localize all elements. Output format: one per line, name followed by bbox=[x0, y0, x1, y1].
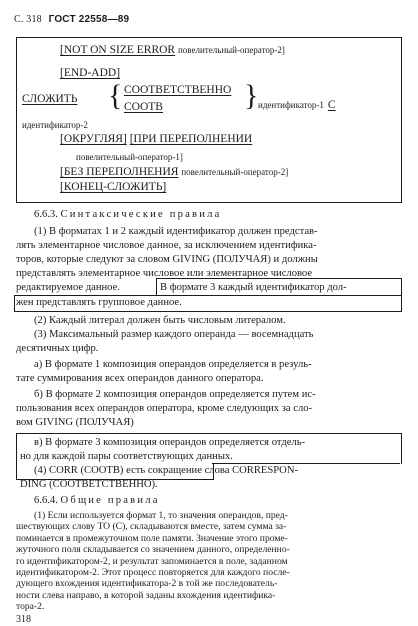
rule-a-line-1: а) В формате 1 композиция операндов определяется в резуль- bbox=[34, 359, 312, 370]
rule-b-line-2: пользования всех операндов оператора, кроме следующих за сло- bbox=[16, 403, 313, 414]
general-rule-1-line-2: шествующих слову TO (С), складываются вместе, затем сумма за- bbox=[16, 521, 287, 533]
imperative-statement-2b: повелительный-оператор-2] bbox=[181, 167, 289, 177]
syntax-line-2 bbox=[60, 67, 120, 79]
rule-2: (2) Каждый литерал должен быть числовым литералом. bbox=[34, 315, 286, 326]
syntax-line-5 bbox=[60, 133, 252, 145]
rule-1-line-2: лять элементарное числовое данное, за исключением идентифика- bbox=[16, 240, 317, 251]
end-add-keyword: [END-ADD] bbox=[60, 67, 121, 79]
syntax-line-1 bbox=[60, 44, 285, 56]
syntax-line-6: повелительный-оператор-1] bbox=[76, 152, 183, 162]
rule-v-line-1: в) В формате 3 композиция операндов определяется отдель- bbox=[34, 437, 306, 448]
syntax-line-8 bbox=[60, 181, 166, 193]
rule-1-line-5a: редактируемое данное. bbox=[16, 282, 120, 293]
running-header bbox=[14, 14, 129, 25]
standard-name: ГОСТ 22558—89 bbox=[48, 14, 130, 25]
general-rule-1-line-9: тора-2. bbox=[16, 601, 45, 613]
rule-4-line-2: DING (СООТВЕТСТВЕННО). bbox=[20, 479, 158, 490]
general-rule-1-line-1: (1) Если используется формат 1, то значения операндов, пред- bbox=[34, 510, 288, 521]
general-rule-1-line-7: дующего вхождения идентификатора-2 в той же последователь- bbox=[16, 578, 278, 590]
rule-1-line-1: (1) В форматах 1 и 2 каждый идентификатор должен представ- bbox=[34, 226, 318, 237]
rule-b-line-1: б) В формате 2 композиция операндов определяется путем ис- bbox=[34, 389, 316, 400]
rule-a-line-2: тате суммирования всех операндов данного оператора. bbox=[16, 373, 264, 384]
option-sootv: СООТВ bbox=[124, 101, 163, 113]
syntax-line-3-tail bbox=[258, 95, 336, 113]
rule-b-line-3: вом GIVING (ПОЛУЧАЯ) bbox=[16, 417, 134, 428]
rule-3-line-1: (3) Максимальный размер каждого операнда — восемнадцать bbox=[34, 329, 314, 340]
on-overflow-keyword: [ПРИ ПЕРЕПОЛНЕНИИ bbox=[129, 133, 253, 145]
brace-right: } bbox=[244, 79, 259, 112]
rule-1-line-6: жен представлять групповое данное. bbox=[16, 297, 182, 308]
section-663-heading: 6.6.3. Синтаксические правила bbox=[34, 209, 222, 220]
section-664-heading: 6.6.4. Общие правила bbox=[34, 495, 160, 506]
syntax-line-7 bbox=[60, 166, 288, 178]
general-rule-1-line-5: го идентификатором-2, и результат запоминается в поле, заданном bbox=[16, 555, 288, 567]
brace-left: { bbox=[108, 79, 123, 112]
end-slozhit-keyword: [КОНЕЦ-СЛОЖИТЬ] bbox=[60, 181, 167, 193]
general-rule-1-line-4: жуточного поля складывается со значением данного, определенно- bbox=[16, 544, 290, 556]
page-prefix: С. 318 bbox=[14, 14, 42, 25]
general-rule-1-line-6: идентификатором-2. Этот процесс повторяется для каждого после- bbox=[16, 567, 290, 578]
rule-v-line-2: но для каждой пары соответствующих данных. bbox=[20, 451, 233, 462]
syntax-line-3 bbox=[22, 93, 77, 105]
to-keyword: С bbox=[327, 99, 336, 111]
syntax-line-4: идентификатор-2 bbox=[22, 120, 88, 130]
not-on-overflow-keyword: [БЕЗ ПЕРЕПОЛНЕНИЯ bbox=[60, 166, 179, 178]
page-number: 318 bbox=[16, 613, 31, 625]
rule-4-line-1: (4) CORR (СООТВ) есть сокращение слова CORRESPON- bbox=[34, 465, 299, 476]
rule-1-line-3: торов, которые следуют за словом GIVING (ПОЛУЧАЯ) и должны bbox=[16, 254, 318, 265]
imperative-statement-2: повелительный-оператор-2] bbox=[177, 45, 285, 55]
rule-3-line-2: десятичных цифр. bbox=[16, 343, 99, 354]
rounded-keyword: [ОКРУГЛЯЯ] bbox=[60, 133, 127, 145]
not-on-size-error-keyword: [NOT ON SIZE ERROR bbox=[60, 44, 176, 56]
slozhit-keyword: СЛОЖИТЬ bbox=[22, 93, 78, 105]
rule-1-line-4: представлять элементарное числовое или элементарное числовое bbox=[16, 268, 313, 279]
general-rule-1-line-8: ности слева направо, в которой заданы вхождения идентифика- bbox=[16, 589, 276, 601]
identifier-1: идентификатор-1 bbox=[258, 100, 324, 110]
option-sootvetstvenno: СООТВЕТСТВЕННО bbox=[124, 84, 232, 96]
general-rule-1-line-3: поминается в промежуточном поле памяти. Значение этого проме- bbox=[16, 532, 288, 544]
rule-1-line-5b: В формате 3 каждый идентификатор дол- bbox=[160, 282, 347, 293]
